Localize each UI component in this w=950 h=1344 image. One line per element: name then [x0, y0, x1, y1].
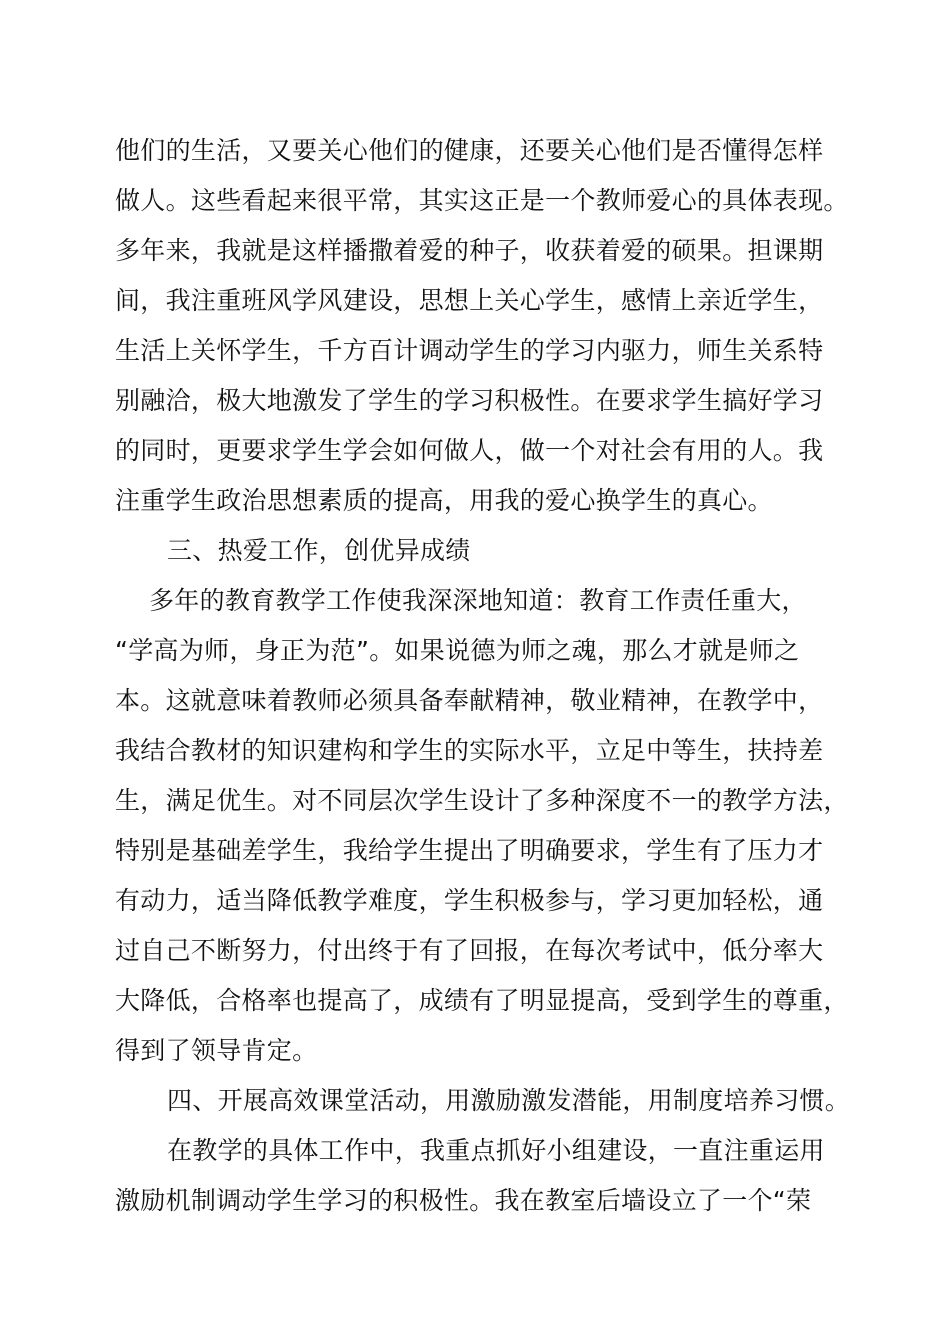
text-line-7: 的同时，更要求学生学会如何做人，做一个对社会有用的人。我 [115, 436, 824, 465]
text-line-10: 多年的教育教学工作使我深深地知道：教育工作责任重大， [149, 586, 807, 615]
text-line-12: 本。这就意味着教师必须具备奉献精神，敬业精神，在教学中， [115, 686, 824, 715]
text-line-22: 激励机制调动学生学习的积极性。我在教室后墙设立了一个“荣 [115, 1186, 812, 1215]
text-line-13: 我结合教材的知识建构和学生的实际水平，立足中等生，扶持差 [115, 736, 824, 765]
text-line-16: 有动力，适当降低教学难度，学生积极参与，学习更加轻松，通 [115, 886, 824, 915]
body-text [115, 126, 875, 1226]
text-line-5: 生活上关怀学生，千方百计调动学生的学习内驱力，师生关系特 [115, 336, 824, 365]
text-line-8: 注重学生政治思想素质的提高，用我的爱心换学生的真心。 [115, 486, 773, 515]
text-line-18: 大降低，合格率也提高了，成绩有了明显提高，受到学生的尊重， [115, 986, 849, 1015]
text-line-19: 得到了领导肯定。 [115, 1036, 318, 1065]
text-line-15: 特别是基础差学生，我给学生提出了明确要求，学生有了压力才 [115, 836, 824, 865]
text-line-17: 过自己不断努力，付出终于有了回报，在每次考试中，低分率大 [115, 936, 824, 965]
text-line-2: 做人。这些看起来很平常，其实这正是一个教师爱心的具体表现。 [115, 186, 849, 215]
section-heading-4: 四、开展高效课堂活动，用激励激发潜能，用制度培养习惯。 [167, 1086, 851, 1115]
text-line-21: 在教学的具体工作中，我重点抓好小组建设，一直注重运用 [167, 1136, 825, 1165]
text-line-11: “学高为师，身正为范”。如果说德为师之魂，那么才就是师之 [115, 636, 800, 665]
text-line-14: 生，满足优生。对不同层次学生设计了多种深度不一的教学方法， [115, 786, 849, 815]
text-line-3: 多年来，我就是这样播撒着爱的种子，收获着爱的硕果。担课期 [115, 236, 824, 265]
text-line-6: 别融洽，极大地激发了学生的学习积极性。在要求学生搞好学习 [115, 386, 824, 415]
text-line-4: 间，我注重班风学风建设，思想上关心学生，感情上亲近学生， [115, 286, 824, 315]
text-line-1: 他们的生活，又要关心他们的健康，还要关心他们是否懂得怎样 [115, 136, 824, 165]
section-heading-3: 三、热爱工作，创优异成绩 [167, 536, 471, 565]
